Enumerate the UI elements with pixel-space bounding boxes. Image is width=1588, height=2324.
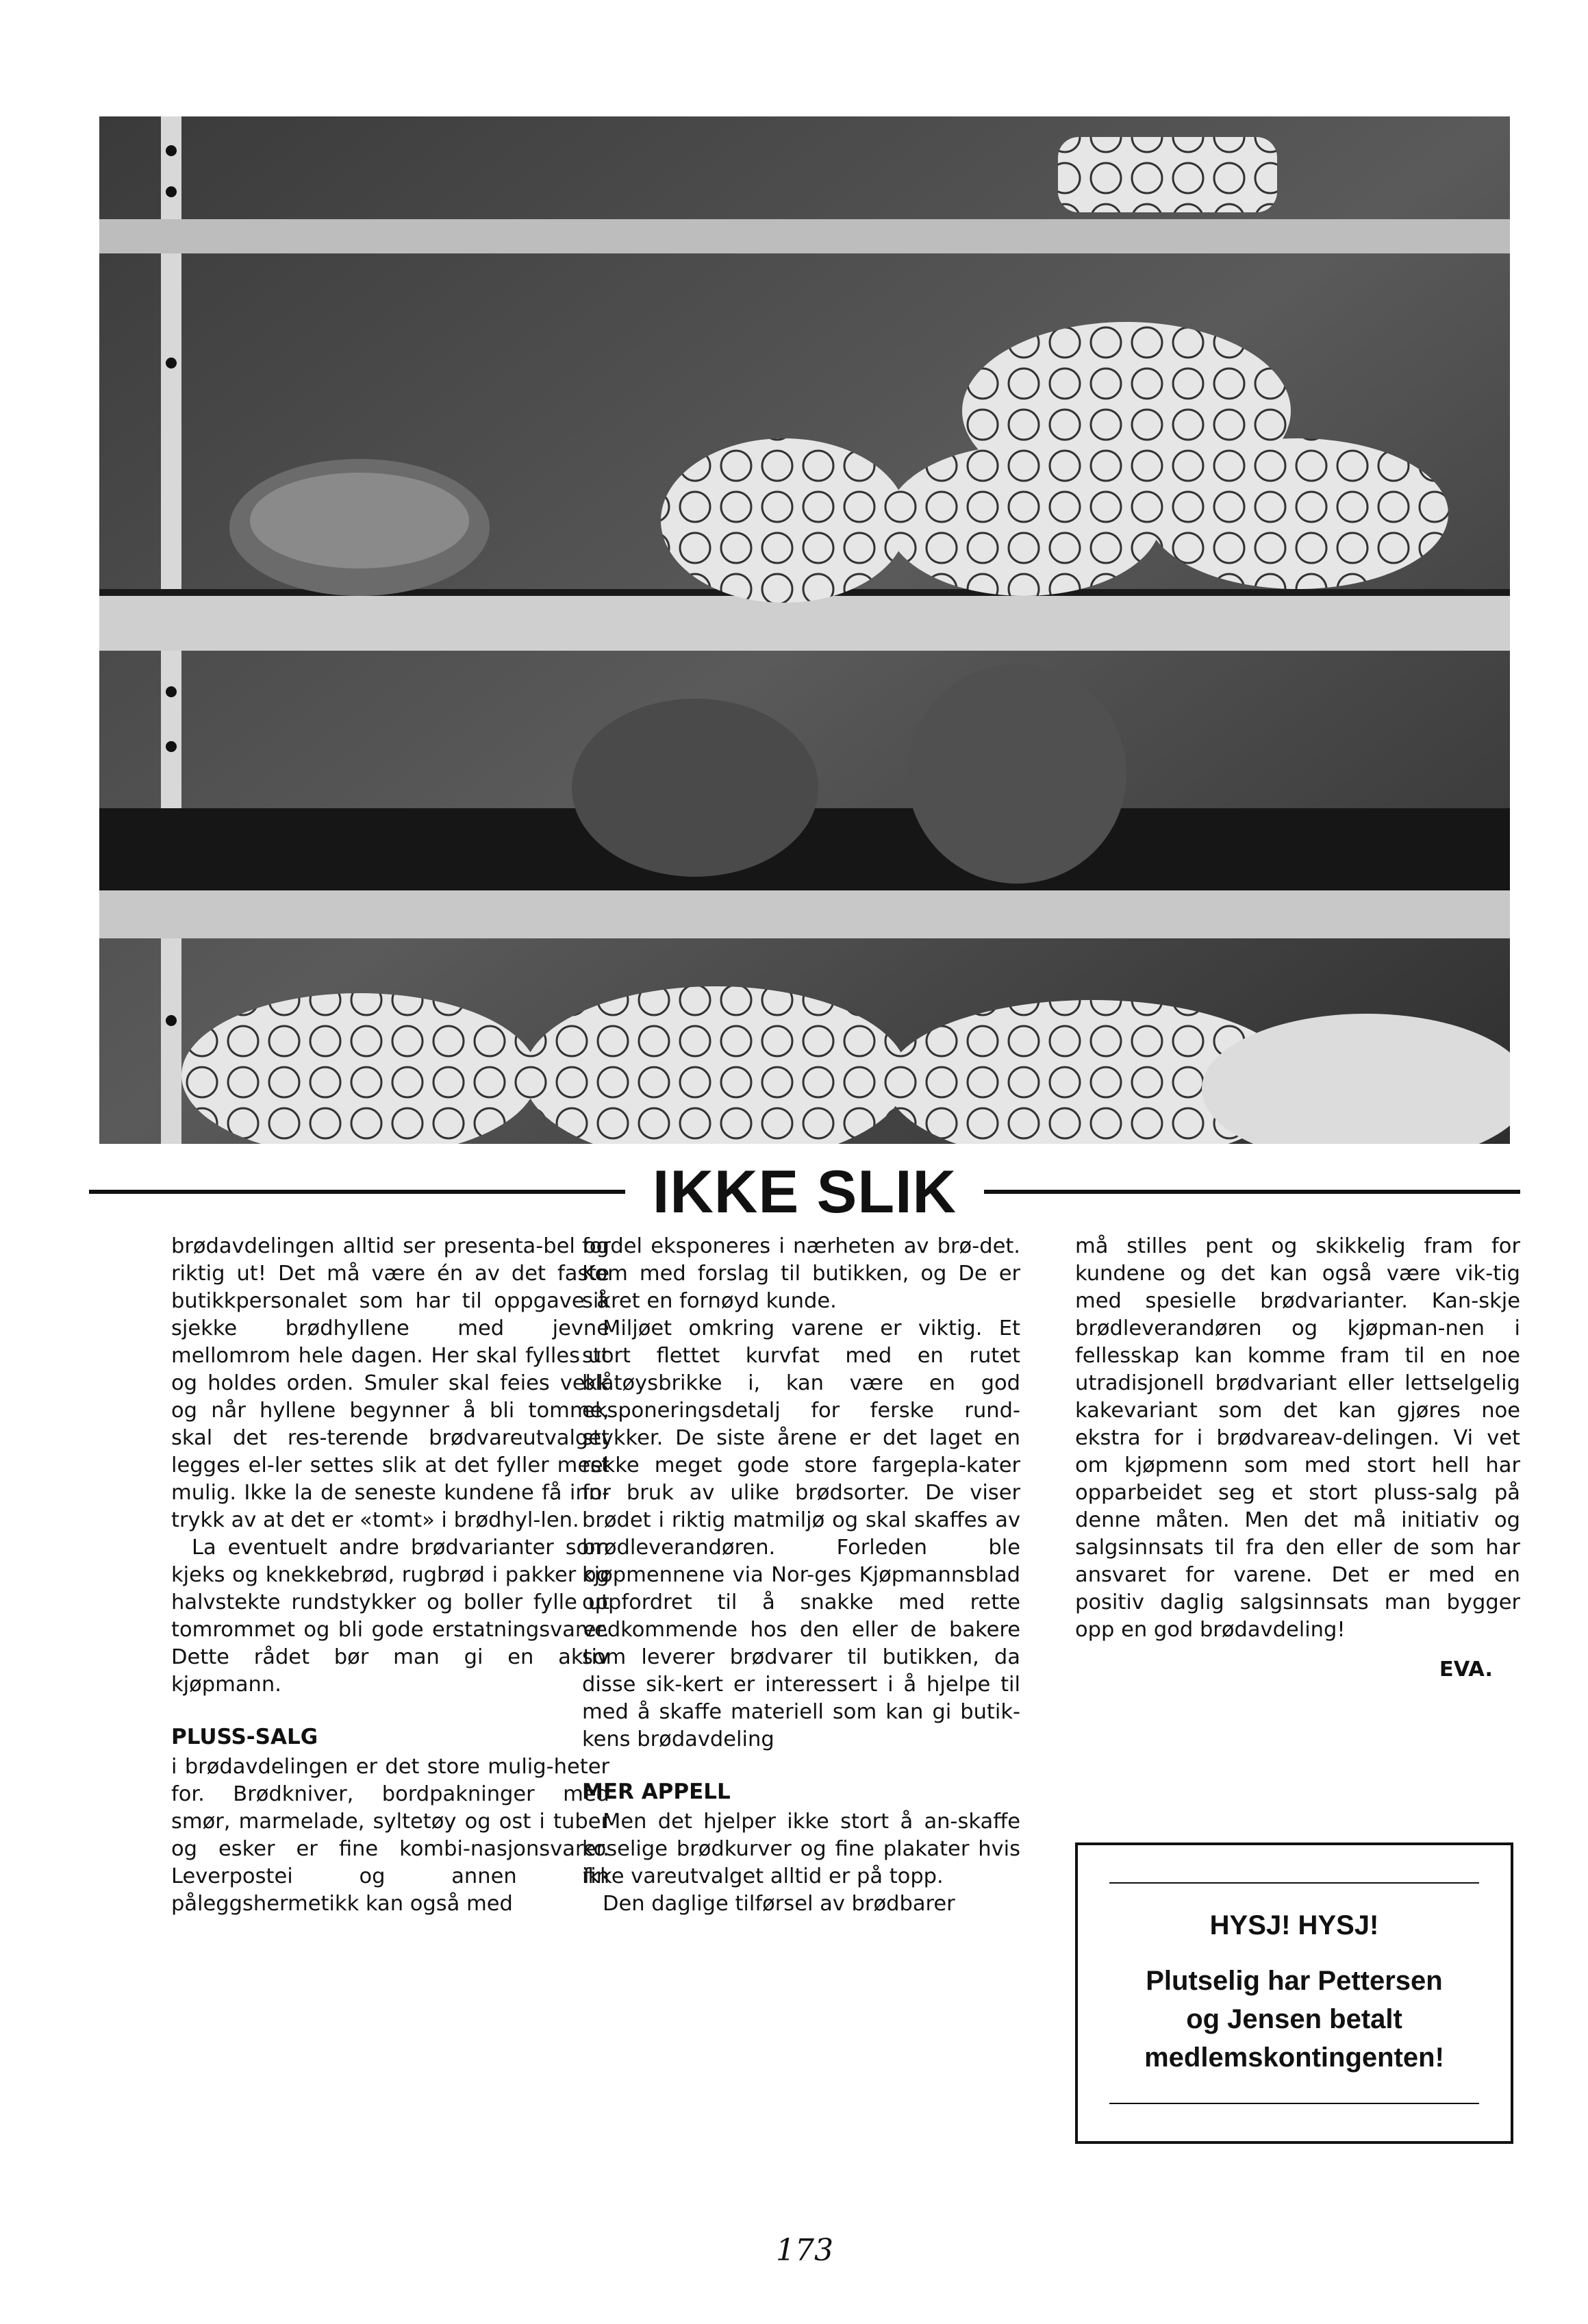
paragraph: fordel eksponeres i nærheten av brø-det. Kom med forslag til butikken, og De er sikret en fornøyd kunde. <box>582 1234 1020 1313</box>
heading-rule-left <box>89 1190 625 1194</box>
photo-illustration <box>99 116 1510 1144</box>
paragraph: Men det hjelper ikke stort å an-skaffe koselige brødkurver og fine plakater hvis ikke vareutvalget alltid er på topp. <box>582 1810 1020 1888</box>
heading-row <box>89 1154 1520 1229</box>
column-3 <box>1075 1233 1520 1684</box>
paragraph: Miljøet omkring varene er viktig. Et stort flettet kurvfat med en rutet blåtøysbrikke i, kan være en god eksponeringsdetalj for ferske rund-stykker. De siste årene er det laget en rekke meget gode store fargepla-kater for bruk av ulike brødsorter. De viser brødet i riktig matmiljø og skal skaffes av brødleverandøren. Forleden ble kjøpmennene via Nor-ges Kjøpmannsblad oppfordret til å snakke med rette vedkommende hos den eller de bakere som leverer brødvarer til butikken, da disse sik-kert er interessert i å hjelpe til med å skaffe materiell som kan gi butik-kens brødavdeling <box>582 1316 1020 1751</box>
article-heading: IKKE SLIK <box>652 1158 957 1225</box>
notice-line: medlemskontingenten! <box>1144 2042 1444 2073</box>
page-number: 173 <box>776 2233 833 2268</box>
notice-title: HYSJ! HYSJ! <box>1209 1910 1379 1940</box>
notice-box-inner <box>1109 1882 1479 2104</box>
notice-line: Plutselig har Pettersen <box>1146 1965 1443 1996</box>
notice-line: og Jensen betalt <box>1186 2003 1402 2034</box>
signature: EVA. <box>1439 1658 1493 1682</box>
heading-rule-right <box>984 1190 1520 1194</box>
column-2 <box>582 1233 1020 1918</box>
paragraph: i brødavdelingen er det store mulig-heter for. Brødkniver, bordpakninger med smør, marmelade, syltetøy og ost i tuber og esker er fine kombi-nasjonsvarer. Leverpostei og annen fin påleggshermetikk kan også med <box>171 1755 609 1916</box>
subheading: MER APPELL <box>582 1779 731 1804</box>
paragraph: brødavdelingen alltid ser presenta-bel og riktig ut! Det må være én av det faste butikkpersonalet som har til oppgave å sjekke brødhyllene med jevne mellomrom hele dagen. Her skal fylles ut og holdes orden. Smuler skal feies vekk og når hyllene begynner å bli tomme, skal det res-terende brødvareutvalget legges el-ler settes slik at det fyller mest mulig. Ikke la de seneste kundene få inn-trykk av at det er «tomt» i brødhyl-len. <box>171 1234 609 1532</box>
column-1 <box>171 1233 609 1918</box>
bread-shelf-photo <box>99 116 1510 1144</box>
paragraph: La eventuelt andre brødvarianter som kjeks og knekkebrød, rugbrød i pakker og halvstekte rundstykker og boller fylle ut tomrommet og bli gode erstatningsvarer. Dette rådet bør man gi en aktiv kjøpmann. <box>171 1536 609 1697</box>
subheading: PLUSS-SALG <box>171 1725 318 1749</box>
paragraph: Den daglige tilførsel av brødbarer <box>603 1892 955 1916</box>
paragraph: må stilles pent og skikkelig fram for kundene og det kan også være vik-tig med spesielle brødvarianter. Kan-skje brødleverandøren og kjøpman-nen i fellesskap kan komme fram til en noe utradisjonell brødvariant eller lettselgelig kakevariant som det kan gjøres noe ekstra for i brødvareav-delingen. Vi vet om kjøpmenn som med stort hell har opparbeidet seg et stort pluss-salg på denne måten. Men det må initiativ og salgsinnsats til fra den eller de som har ansvaret for varene. Det er med en positiv daglig salgsinnsats man bygger opp en god brødavdeling! <box>1075 1234 1520 1642</box>
notice-box <box>1075 1842 1513 2144</box>
